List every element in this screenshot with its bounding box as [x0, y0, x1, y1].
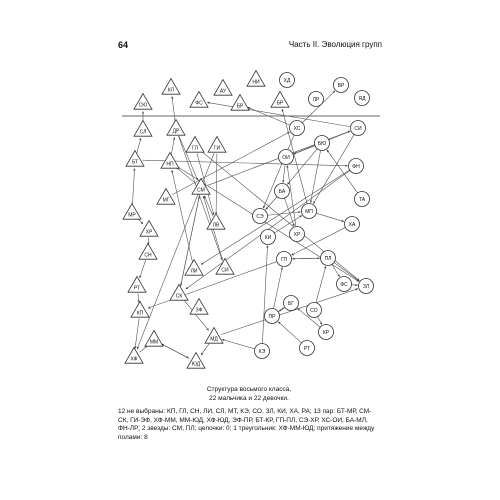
node-label: МГ	[162, 197, 170, 204]
node-label: АУ	[219, 88, 227, 95]
node-label: БТ	[131, 159, 139, 166]
girl-node	[255, 344, 270, 359]
node-label: ОИ	[282, 154, 290, 161]
boy-node	[231, 95, 249, 111]
node-label: ЛВ	[212, 222, 220, 229]
choice-arrow	[178, 136, 222, 260]
choice-arrow	[140, 260, 146, 278]
choice-arrow	[283, 164, 285, 182]
boy-node	[161, 153, 179, 169]
node-label: РТ	[133, 285, 141, 292]
node-label: СО	[310, 307, 318, 314]
choice-arrow	[316, 213, 344, 221]
node-label: ХФ	[130, 356, 138, 363]
boy-node	[134, 94, 152, 110]
node-label: ЯД	[358, 95, 366, 102]
node-label: КЭ	[258, 348, 266, 355]
girl-node	[355, 192, 370, 207]
node-label: ХР	[145, 229, 153, 236]
girl-node	[309, 92, 324, 107]
girl-node	[359, 279, 374, 294]
girl-node	[279, 150, 294, 165]
boy-node	[162, 79, 180, 95]
page-number: 64	[118, 40, 129, 50]
node-label: ЛР	[312, 96, 320, 103]
girl-node	[319, 325, 334, 340]
choice-arrow	[135, 318, 139, 348]
choice-arrow	[171, 137, 174, 154]
girl-node	[302, 204, 317, 219]
node-label: СИ	[221, 267, 229, 274]
boy-node	[214, 80, 232, 96]
choice-arrow	[278, 322, 301, 343]
choice-arrow	[201, 343, 210, 355]
node-label: ГИ	[213, 145, 221, 152]
boy-node	[170, 285, 188, 301]
node-label: БГ	[288, 300, 294, 307]
girl-node	[337, 277, 352, 292]
choice-arrow	[137, 138, 141, 153]
boy-node	[205, 328, 223, 344]
node-label: СЛ	[139, 129, 147, 136]
boy-node	[139, 244, 157, 260]
choice-arrow	[274, 267, 283, 308]
node-label: ММ	[149, 339, 159, 346]
boy-node	[192, 179, 210, 195]
girl-node	[321, 251, 336, 266]
node-label: НП	[166, 161, 174, 168]
node-label: ДР	[172, 128, 180, 135]
girl-node	[345, 217, 360, 232]
boy-node	[125, 348, 143, 364]
girl-node	[307, 303, 322, 318]
choice-arrow	[222, 339, 255, 349]
node-label: БА	[278, 188, 286, 195]
boy-node	[145, 331, 163, 347]
boy-node	[157, 189, 175, 205]
boy-node	[123, 204, 141, 220]
node-label: ГЛ	[192, 145, 198, 152]
choice-arrow	[173, 132, 290, 194]
node-label: ЛИ	[190, 268, 198, 275]
girl-node	[355, 91, 370, 106]
node-label: ФС	[195, 100, 203, 107]
node-label: ФС	[340, 281, 348, 288]
node-label: ВР	[337, 82, 345, 89]
boy-node	[140, 221, 158, 237]
node-label: ТА	[358, 196, 366, 203]
boy-node	[128, 277, 146, 293]
boy-node	[271, 92, 289, 108]
node-label: МП	[305, 208, 313, 215]
node-label: БР	[276, 100, 284, 107]
caption-subtitle: 22 мальчика и 22 девочки.	[209, 394, 289, 402]
girl-node	[290, 121, 305, 136]
girl-node	[275, 184, 290, 199]
node-label: ХД	[283, 77, 291, 84]
node-label: ХР	[293, 231, 301, 238]
choice-arrow	[311, 150, 321, 202]
node-label: КР	[322, 329, 330, 336]
node-label: ЮД	[191, 361, 201, 368]
boy-node	[208, 137, 226, 153]
choice-arrow	[332, 264, 340, 276]
girl-node	[290, 227, 305, 242]
node-label: РТ	[303, 345, 311, 352]
caption-title: Структура восьмого класса,	[206, 386, 292, 393]
running-title: Часть II. Эволюция групп	[288, 40, 382, 49]
node-label: СЭ	[256, 213, 264, 220]
boy-node	[247, 71, 265, 87]
choice-arrow	[279, 307, 285, 311]
girl-node	[261, 230, 276, 245]
girl-node	[351, 121, 366, 136]
choice-arrow	[318, 317, 322, 325]
boy-node	[167, 120, 185, 136]
node-label: НИ	[252, 79, 260, 86]
boy-node	[186, 137, 204, 153]
choice-arrow	[267, 212, 300, 215]
choice-arrow	[138, 293, 139, 302]
node-label: БЮ	[317, 140, 327, 147]
girl-node	[277, 252, 292, 267]
node-label: СМ	[197, 187, 205, 194]
choice-arrow	[162, 344, 190, 359]
girl-node	[349, 159, 364, 174]
boy-node	[190, 299, 208, 315]
node-label: КП	[136, 310, 144, 317]
boy-node	[126, 151, 144, 167]
node-label: СН	[144, 252, 152, 259]
node-label: МР	[128, 212, 136, 219]
caption-body: 12 не выбраны: КП, ГЛ, СН, ЛИ, СЛ, МТ, КЭ, СО, ЗЛ, КИ, ХА, РА; 13 пар: БТ-МР, СМ-СК, ГИ-ЭФ, ХФ-ММ, ММ-ЮД, ХФ-ЮД, ЭФ-ПР, БТ-КР, ГП-ПЛ, СЭ-ХР, ХС-ОИ, БА-МЛ, ФН-ЛР; 2 звезды: СМ, ПЛ; цепочки: 0; 1 треугольник: ХФ-ММ-ЮД; притяжение между полами: 8	[118, 408, 375, 441]
node-label: ПЛ	[324, 255, 332, 262]
girl-node	[300, 341, 315, 356]
node-label: ХА	[348, 221, 356, 228]
boy-node	[131, 302, 149, 318]
choice-arrow	[351, 285, 357, 286]
node-label: СИ	[354, 125, 362, 132]
boy-node	[185, 260, 203, 276]
choice-arrow	[132, 168, 134, 205]
node-label: ПР	[268, 313, 276, 320]
boy-node	[187, 353, 205, 369]
choice-arrow	[172, 96, 175, 121]
node-label: ФН	[352, 163, 360, 170]
choice-arrow	[316, 266, 326, 303]
girl-node	[265, 309, 280, 324]
node-label: БР	[236, 103, 244, 110]
node-label: ЗФ	[195, 307, 203, 314]
choice-arrow	[292, 258, 320, 259]
boy-node	[216, 259, 234, 275]
choice-arrow	[148, 262, 277, 309]
choice-arrow	[262, 245, 267, 343]
girl-node	[253, 209, 268, 224]
boy-node	[190, 92, 208, 108]
choice-arrow	[216, 153, 217, 214]
girl-node	[280, 73, 295, 88]
choice-arrow	[287, 165, 296, 226]
girl-node	[315, 136, 330, 151]
node-label: КИ	[264, 234, 272, 241]
node-label: ХС	[293, 125, 301, 132]
girl-node	[334, 78, 349, 93]
boy-node	[134, 121, 152, 137]
node-label: ЗЛ	[362, 283, 370, 290]
boy-node	[207, 214, 225, 230]
node-label: ГП	[280, 256, 288, 263]
node-label: СК	[175, 293, 183, 300]
figure-caption	[118, 386, 380, 403]
node-label: МД	[210, 336, 218, 343]
node-label: СЮ	[138, 102, 148, 109]
node-label: КЛ	[167, 87, 175, 94]
girl-node	[284, 296, 299, 311]
